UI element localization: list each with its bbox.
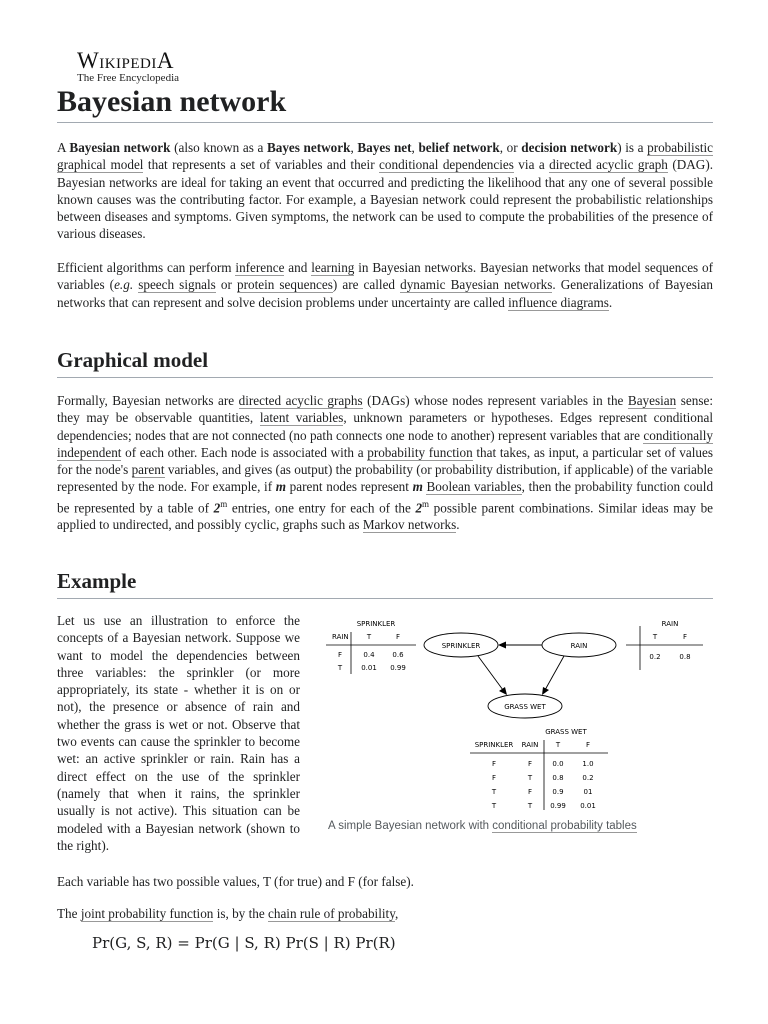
grass-table-cell: 0.9 <box>552 788 564 796</box>
section-heading-example: Example <box>57 568 713 599</box>
math-symbol: 2 <box>213 500 221 516</box>
article-link[interactable]: protein sequences <box>236 277 333 293</box>
logo-tagline: The Free Encyclopedia <box>77 72 180 84</box>
grass-table-cell: 01 <box>583 788 593 796</box>
math-symbol: m <box>412 479 423 495</box>
sprinkler-cell: 0.4 <box>363 651 375 659</box>
article-link[interactable]: conditionally independent <box>57 427 713 460</box>
article-link[interactable]: parent <box>131 462 165 478</box>
article-link[interactable]: Bayesian <box>627 393 677 408</box>
grass-table-header: RAIN <box>521 741 539 749</box>
node-grass-wet-label: GRASS WET <box>504 703 546 711</box>
node-rain-label: RAIN <box>570 642 588 650</box>
grass-table-cell: 0.99 <box>550 802 566 810</box>
intro-paragraph-2: Efficient algorithms can perform inference and learning in Bayesian networks. Bayesian networks that model sequences of variables (e.g. speech signals or protein sequences) are called dynamic Bayesian networks. Generalizations of Bayesian networks that can represent and solve decision problems under uncertainty are called influence diagrams. <box>57 260 714 310</box>
math-superscript: m <box>422 498 430 509</box>
sprinkler-row-label: T <box>337 664 343 672</box>
logo-wordmark: WikipediA <box>77 48 174 73</box>
grass-table-body <box>491 760 596 810</box>
italic-text: e.g. <box>114 277 134 293</box>
rain-cell: 0.8 <box>679 653 691 661</box>
grass-table-cell: F <box>527 760 533 768</box>
page-title: Bayesian network <box>57 84 713 123</box>
article-link[interactable]: chain rule of probability <box>268 906 395 921</box>
grass-table-cell: 0.0 <box>552 760 564 768</box>
grass-table-cell: T <box>527 774 533 782</box>
bold-term: belief network <box>418 140 500 155</box>
joint-probability-intro: The joint probability function is, by the chain rule of probability, <box>57 906 399 921</box>
article-link[interactable]: probability function <box>367 444 473 460</box>
edge-arrowhead <box>499 687 507 695</box>
article-link[interactable]: probabilistic graphical model <box>57 140 714 173</box>
sprinkler-table-title: SPRINKLER <box>356 620 396 628</box>
grass-table-cell: T <box>491 788 497 796</box>
article-link[interactable]: speech signals <box>138 277 216 293</box>
joint-probability-formula: Pr(G, S, R) = Pr(G | S, R) Pr(S | R) Pr(R) <box>92 934 396 952</box>
rain-table-title: RAIN <box>661 620 679 628</box>
article-link[interactable]: Boolean variables <box>426 479 522 495</box>
grass-table-cell: 0.2 <box>582 774 594 782</box>
grass-table-header: SPRINKLER <box>474 741 514 749</box>
rain-table-col-f: F <box>682 633 688 641</box>
article-link[interactable]: dynamic Bayesian networks <box>400 277 553 293</box>
article-link[interactable]: joint probability function <box>80 906 214 921</box>
node-sprinkler-label: SPRINKLER <box>441 642 481 650</box>
sprinkler-table-col-f: F <box>395 633 401 641</box>
grass-table-cell: 0.8 <box>552 774 564 782</box>
article-link[interactable]: inference <box>235 260 285 275</box>
article-link[interactable]: learning <box>311 260 355 275</box>
grass-table-cell: F <box>527 788 533 796</box>
bayesian-network-diagram <box>318 612 713 842</box>
bold-term: Bayes network <box>266 140 351 155</box>
section-heading-graphical-model: Graphical model <box>57 347 713 378</box>
grass-table-title: GRASS WET <box>545 728 587 736</box>
grass-table-cell: T <box>527 802 533 810</box>
sprinkler-cell: 0.01 <box>361 664 377 672</box>
sprinkler-cell: 0.99 <box>390 664 406 672</box>
article-link[interactable]: conditional dependencies <box>379 157 514 173</box>
graphical-model-paragraph: Formally, Bayesian networks are directed acyclic graphs (DAGs) whose nodes represent variables in the Bayesian sense: they may be observable quantities, latent variables, unknown parameters or hypotheses. Edges represent conditional dependencies; nodes that are not connected (no path connects one node to another) represent variables that are conditionally independent of each other. Each node is associated with a probability function that takes, as input, a particular set of values for the node's parent variables, and gives (as output) the probability (or probability distribution, if applicable) of the variable represented by the node. For example, if m parent nodes represent m Boolean variables, then the probability function could be represented by a table of 2$^m$ entries, one entry for each of the 2$^m$ possible parent combinations. Similar ideas may be applied to undirected, and possibly cyclic, graphs such as Markov networks. <box>57 393 714 533</box>
article-link[interactable]: Markov networks <box>362 517 457 533</box>
sprinkler-row-label: F <box>337 651 343 659</box>
grass-table-cell: T <box>491 802 497 810</box>
sprinkler-table-col-t: T <box>366 633 372 641</box>
edge-arrowhead <box>498 642 506 649</box>
article-link[interactable]: latent variables <box>259 410 344 426</box>
edge-rain-to-grass <box>545 656 564 690</box>
grass-table-cell: F <box>491 774 497 782</box>
grass-table-header: F <box>585 741 591 749</box>
grass-table-cell: F <box>491 760 497 768</box>
math-symbol: m <box>275 479 287 495</box>
bold-term: Bayes net <box>357 140 412 155</box>
rain-cell: 0.2 <box>649 653 661 661</box>
grass-table-cell: 0.01 <box>580 802 596 810</box>
sprinkler-table-corner: RAIN <box>332 633 349 641</box>
grass-table-cell: 1.0 <box>582 760 594 768</box>
article-link[interactable]: conditional probability tables <box>492 820 637 832</box>
sprinkler-cell: 0.6 <box>392 651 404 659</box>
edge-sprinkler-to-grass <box>478 656 503 690</box>
math-symbol: 2 <box>415 500 423 516</box>
wikipedia-logo[interactable] <box>77 50 179 84</box>
bold-term: decision network <box>521 140 618 155</box>
article-link[interactable]: influence diagrams <box>508 294 609 310</box>
example-left-text: Let us use an illustration to enforce the concepts of a Bayesian network. Suppose we want to model the dependencies between three variables: the sprinkler (or more appropriately, its state - whether it is on or not), the presence or absence of rain and whether the grass is wet or not. Observe that two events can cause the sprinkler to become wet: an active sprinkler or rain. Rain has a direct effect on the use of the sprinkler (namely that when it rains, the sprinkler usually is not active). This situation can be modeled with a Bayesian network (shown to the right). <box>57 613 300 853</box>
math-superscript: m <box>220 498 228 509</box>
figure-caption: A simple Bayesian network with conditional probability tables <box>328 820 637 832</box>
example-values-text: Each variable has two possible values, T (for true) and F (for false). <box>57 874 414 889</box>
grass-table-header: T <box>555 741 561 749</box>
article-link[interactable]: directed acyclic graph <box>549 157 668 173</box>
bold-term: Bayesian network <box>69 140 171 155</box>
intro-paragraph-1: A Bayesian network (also known as a Bayes network, Bayes net, belief network, or decision network) is a probabilistic graphical model that represents a set of variables and their conditional dependencies via a directed acyclic graph (DAG). Bayesian networks are ideal for taking an event that occurred and predicting the likelihood that any one of several possible known causes was the contributing factor. For example, a Bayesian network could represent the probabilistic relationships between diseases and symptoms. Given symptoms, the network can be used to compute the probabilities of the presence of various diseases. <box>57 140 714 242</box>
article-link[interactable]: directed acyclic graphs <box>238 393 363 408</box>
rain-table-col-t: T <box>652 633 658 641</box>
